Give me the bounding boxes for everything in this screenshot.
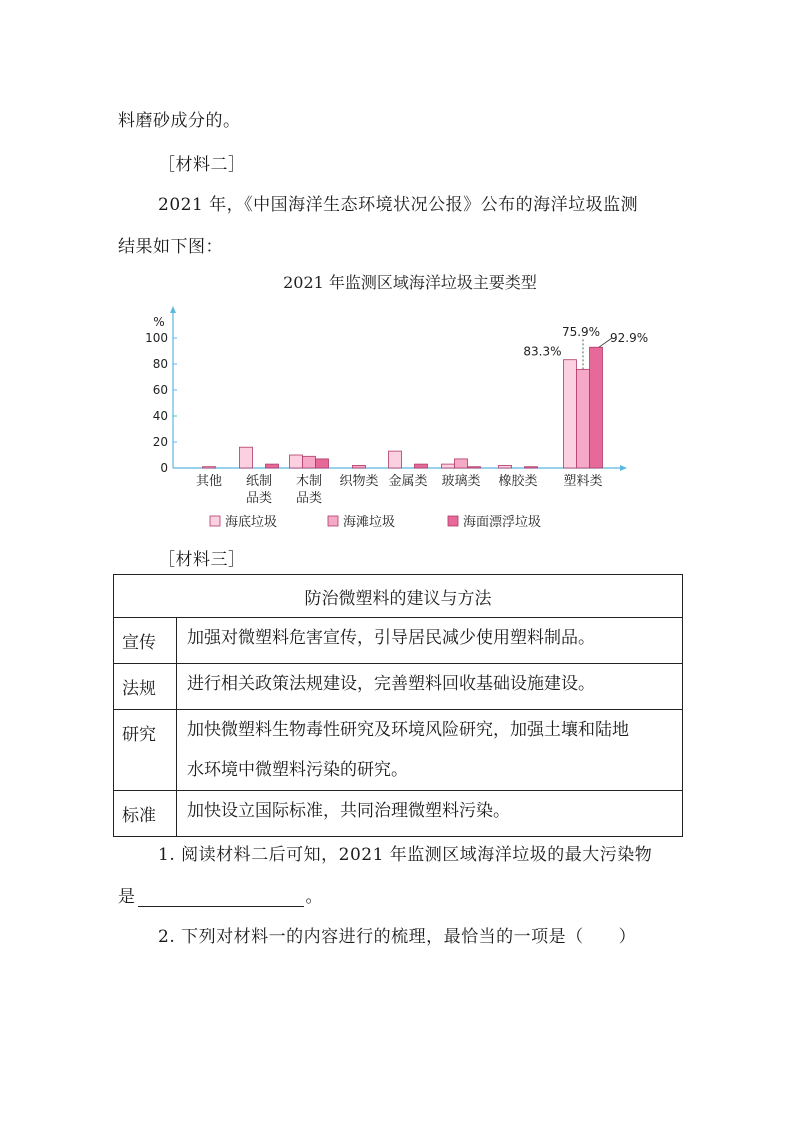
x-tick-label: 塑料类 xyxy=(563,474,603,489)
x-tick-label: 木制 xyxy=(295,474,323,489)
question-text: 。 xyxy=(305,887,323,907)
data-label: 92.9% xyxy=(610,331,649,345)
y-tick-label: 60 xyxy=(152,383,168,397)
question-1-answer-line xyxy=(118,882,323,907)
advice-table xyxy=(113,574,683,837)
bar xyxy=(577,369,590,468)
x-axis-arrow xyxy=(620,465,627,471)
content-line: 加快设立国际标准，共同治理微塑料污染。 xyxy=(187,801,510,821)
row-category: 宣传 xyxy=(114,618,177,664)
material-two-heading: ［材料二］ xyxy=(158,155,246,175)
paragraph-line: 料磨砂成分的。 xyxy=(118,111,241,131)
y-tick-label: 40 xyxy=(152,409,168,423)
x-tick-label: 橡胶类 xyxy=(498,474,538,489)
bar xyxy=(389,451,402,468)
chart-title: 2021 年监测区域海洋垃圾主要类型 xyxy=(283,273,537,292)
bar xyxy=(442,464,455,468)
question-text: 是 xyxy=(118,887,136,907)
row-category: 研究 xyxy=(114,710,177,791)
x-tick-label: 品类 xyxy=(245,491,273,506)
content-line: 进行相关政策法规建设，完善塑料回收基础设施建设。 xyxy=(187,674,595,694)
paragraph-line: 结果如下图： xyxy=(118,237,223,257)
table-row xyxy=(114,618,683,664)
question-2: 2. 下列对材料一的内容进行的梳理，最恰当的一项是（ ） xyxy=(158,927,637,947)
row-content xyxy=(177,618,683,664)
content-line: 水环境中微塑料污染的研究。 xyxy=(187,760,408,780)
bar xyxy=(203,467,216,468)
chart-container xyxy=(140,268,680,538)
y-tick-label: 0 xyxy=(160,461,168,475)
x-tick-label: 品类 xyxy=(295,491,323,506)
y-axis-arrow xyxy=(170,306,176,313)
bar xyxy=(499,465,512,468)
data-label: 75.9% xyxy=(561,325,601,339)
bar xyxy=(468,467,481,468)
y-axis-label: % xyxy=(153,315,165,329)
data-label: 83.3% xyxy=(523,344,562,359)
legend-swatch xyxy=(328,516,338,526)
y-tick-label: 100 xyxy=(145,331,168,345)
table-title: 防治微塑料的建议与方法 xyxy=(114,575,683,618)
row-content xyxy=(177,710,683,791)
legend-label: 海底垃圾 xyxy=(225,515,278,530)
row-content xyxy=(177,664,683,710)
y-tick-label: 20 xyxy=(152,435,168,449)
bar xyxy=(564,360,577,468)
legend-swatch xyxy=(448,516,458,526)
table-row xyxy=(114,791,683,837)
bar xyxy=(290,455,303,468)
x-tick-label: 织物类 xyxy=(339,474,379,489)
x-tick-label: 其他 xyxy=(195,474,223,489)
legend-label: 海滩垃圾 xyxy=(343,515,396,530)
legend-label: 海面漂浮垃圾 xyxy=(463,515,542,530)
content-line: 加快微塑料生物毒性研究及环境风险研究，加强土壤和陆地 xyxy=(187,720,629,740)
bar xyxy=(415,464,428,468)
x-tick-label: 纸制 xyxy=(245,474,273,489)
bar-chart xyxy=(140,268,680,538)
answer-blank[interactable] xyxy=(138,888,304,907)
legend-swatch xyxy=(210,516,220,526)
bar xyxy=(240,447,253,468)
row-content xyxy=(177,791,683,837)
content-line: 加强对微塑料危害宣传，引导居民减少使用塑料制品。 xyxy=(187,628,595,648)
bar xyxy=(303,456,316,468)
table-row xyxy=(114,664,683,710)
material-three-heading: ［材料三］ xyxy=(158,550,246,570)
x-tick-label: 金属类 xyxy=(388,474,428,489)
bar xyxy=(266,464,279,468)
row-category: 标准 xyxy=(114,791,177,837)
x-tick-label: 玻璃类 xyxy=(441,474,481,489)
bar xyxy=(590,347,603,468)
paragraph-line: 2021 年，《中国海洋生态环境状况公报》公布的海洋垃圾监测 xyxy=(158,195,639,215)
bar xyxy=(455,459,468,468)
bar xyxy=(525,467,538,468)
question-1: 1. 阅读材料二后可知，2021 年监测区域海洋垃圾的最大污染物 xyxy=(158,845,653,865)
bar xyxy=(353,465,366,468)
row-category: 法规 xyxy=(114,664,177,710)
bar xyxy=(316,459,329,468)
table-row xyxy=(114,710,683,791)
y-tick-label: 80 xyxy=(152,357,168,371)
